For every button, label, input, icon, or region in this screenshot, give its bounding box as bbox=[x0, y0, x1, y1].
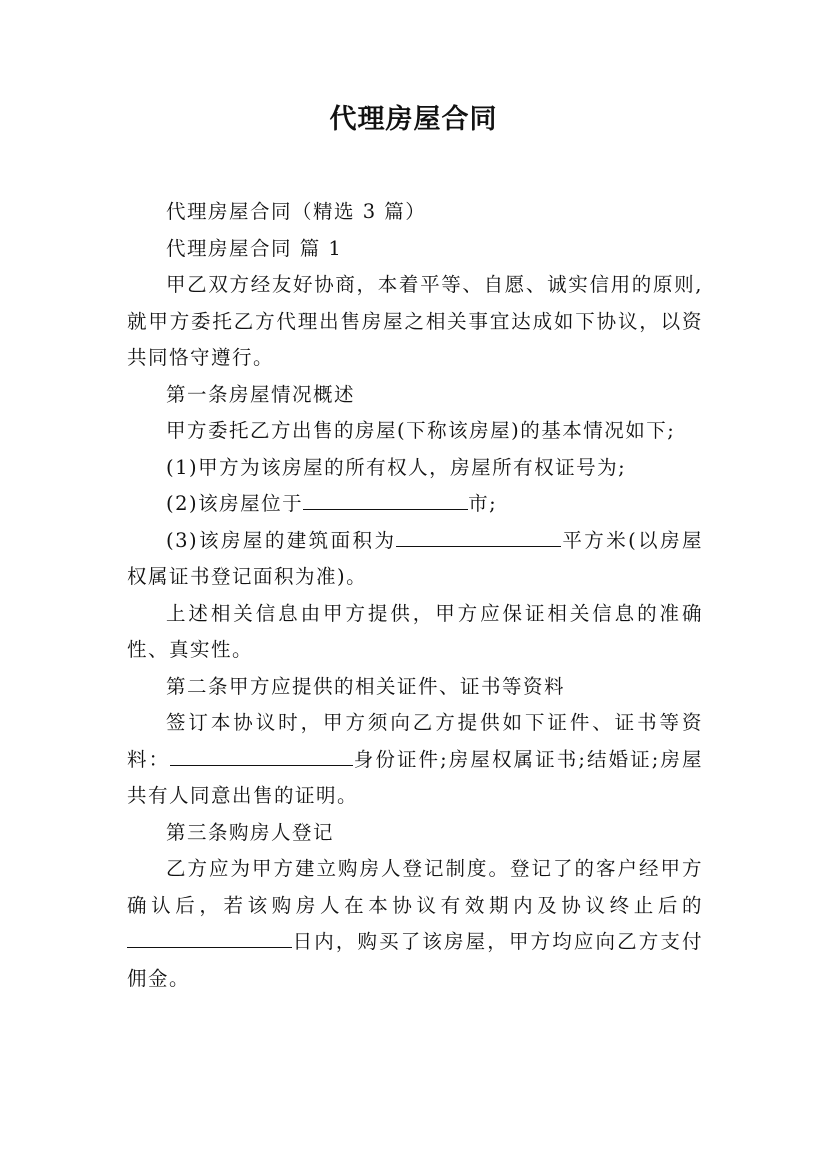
article3-paragraph bbox=[127, 851, 703, 997]
article2-prefix: 签订本协议时，甲方须向乙方提供如下证件、证书等资料： bbox=[127, 711, 703, 771]
item3-prefix: (3)该房屋的建筑面积为 bbox=[166, 528, 397, 552]
document-title: 代理房屋合同 bbox=[329, 104, 498, 135]
article1-intro: 甲方委托乙方出售的房屋(下称该房屋)的基本情况如下; bbox=[166, 419, 676, 442]
article2-suffix: 身份证件;房屋权属证书;结婚证;房屋共有人同意出售的证明。 bbox=[127, 747, 703, 807]
item3-suffix: 平方米(以房屋权属证书登记面积为准)。 bbox=[127, 528, 704, 588]
document-subtitle: 代理房屋合同（精选 3 篇） bbox=[166, 200, 427, 223]
intro-paragraph: 甲乙双方经友好协商，本着平等、自愿、诚实信用的原则,就甲方委托乙方代理出售房屋之相关事宜达成如下协议，以资共同恪守遵行。 bbox=[127, 273, 703, 369]
article2-paragraph bbox=[127, 705, 703, 815]
article1-item2 bbox=[127, 486, 703, 523]
city-blank-line bbox=[303, 491, 468, 510]
item2-suffix: 市; bbox=[468, 492, 498, 515]
article3-prefix: 乙方应为甲方建立购房人登记制度。登记了的客户经甲方确认后，若该购房人在本协议有效期内及协议终止后的 bbox=[127, 857, 703, 917]
section-heading: 代理房屋合同 篇 1 bbox=[166, 236, 343, 260]
article3-suffix: 日内，购买了该房屋，甲方均应向乙方支付佣金。 bbox=[127, 930, 703, 990]
documents-blank-line bbox=[170, 747, 353, 766]
article1-note: 上述相关信息由甲方提供，甲方应保证相关信息的准确性、真实性。 bbox=[127, 601, 703, 661]
article1-item1: (1)甲方为该房屋的所有权人，房屋所有权证号为; bbox=[166, 455, 627, 479]
area-blank-line bbox=[396, 528, 561, 547]
article1-item3 bbox=[127, 523, 703, 596]
article2-heading: 第二条甲方应提供的相关证件、证书等资料 bbox=[166, 674, 566, 698]
article3-heading: 第三条购房人登记 bbox=[166, 820, 335, 844]
days-blank-line bbox=[127, 929, 292, 948]
article1-heading: 第一条房屋情况概述 bbox=[166, 382, 356, 406]
document-body bbox=[127, 194, 703, 997]
item2-prefix: (2)该房屋位于 bbox=[166, 492, 304, 515]
